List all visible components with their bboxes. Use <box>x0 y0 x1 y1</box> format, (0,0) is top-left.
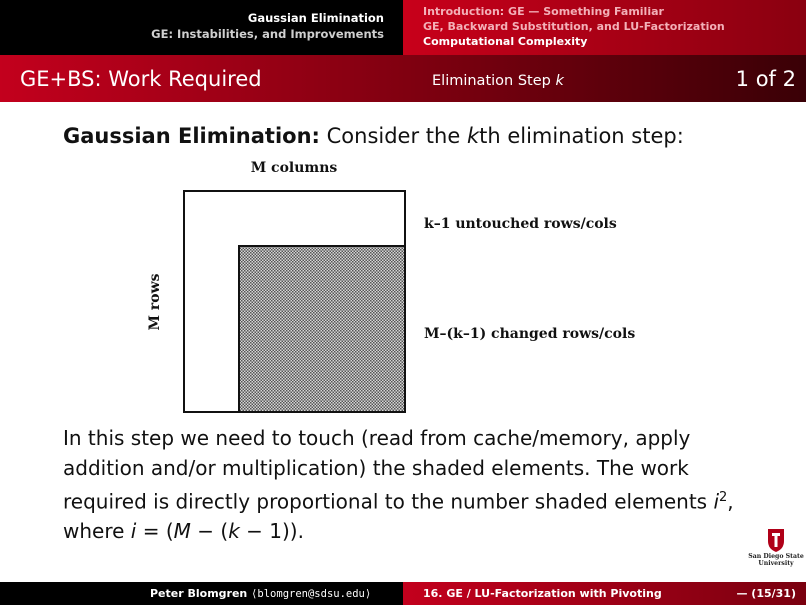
line4-text-d: − 1)). <box>239 519 304 544</box>
exponent: 2 <box>719 490 728 505</box>
frame-title: GE+BS: Work Required <box>20 67 262 91</box>
logo-line-2: University <box>758 560 794 567</box>
nav-item-computational-complexity[interactable]: Computational Complexity <box>423 35 588 48</box>
frame-subtitle <box>432 73 564 89</box>
paragraph-line: In this step we need to touch (read from cache/memory, apply <box>63 426 691 450</box>
nav-section-left <box>0 0 403 55</box>
frame-title-bar <box>0 55 806 102</box>
line4-text-b: = ( <box>136 519 174 544</box>
nav-subsection-title[interactable]: GE: Instabilities, and Improvements <box>151 27 384 41</box>
rows-label: M rows <box>147 273 163 331</box>
footer-right <box>403 582 806 605</box>
var-k: k <box>228 519 240 544</box>
university-crest-icon <box>748 527 804 553</box>
heading-text-before: Consider the <box>319 124 467 148</box>
columns-label: M columns <box>250 160 338 176</box>
paragraph-line <box>63 517 753 547</box>
line3-text: required is directly proportional to the number shaded elements <box>63 489 714 514</box>
explanation-paragraph <box>63 424 753 547</box>
footer-page-number: — (15/31) <box>736 587 796 600</box>
paragraph-line: addition and/or multiplication) the shaded elements. The work <box>63 455 689 480</box>
shaded-submatrix <box>239 246 405 412</box>
footer-bar <box>0 582 806 605</box>
var-i: i <box>713 489 720 514</box>
heading-bold: Gaussian Elimination: <box>63 124 320 148</box>
slide-heading <box>63 124 684 148</box>
frame-page-count: 1 of 2 <box>735 67 796 91</box>
author-name: Peter Blomgren <box>150 587 252 600</box>
top-navigation-bar <box>0 0 806 55</box>
heading-variable: k <box>466 124 480 148</box>
author-email: ⟨blomgren@sdsu.edu⟩ <box>251 588 372 600</box>
var-m: M <box>173 519 191 544</box>
untouched-label: k–1 untouched rows/cols <box>424 216 617 232</box>
line4-text-a: where <box>63 519 131 544</box>
heading-text-after: th elimination step: <box>479 124 684 148</box>
footer-author <box>150 587 371 600</box>
changed-label: M–(k–1) changed rows/cols <box>424 326 636 342</box>
university-logo <box>748 527 804 567</box>
elimination-diagram <box>130 150 690 420</box>
logo-line-1: San Diego State <box>748 553 804 560</box>
nav-item-backward-substitution[interactable]: GE, Backward Substitution, and LU-Factorization <box>423 20 725 33</box>
nav-section-right <box>403 0 806 55</box>
nav-item-introduction[interactable]: Introduction: GE — Something Familiar <box>423 5 664 18</box>
paragraph-line <box>63 483 753 517</box>
footer-talk-title: 16. GE / LU-Factorization with Pivoting <box>423 587 662 600</box>
nav-section-title[interactable]: Gaussian Elimination <box>247 11 384 25</box>
footer-left <box>0 582 403 605</box>
var-i: i <box>130 519 137 544</box>
subtitle-variable: k <box>555 73 564 89</box>
line4-text-c: − ( <box>190 519 229 544</box>
line3-comma: , <box>727 489 734 514</box>
subtitle-text: Elimination Step <box>432 73 556 89</box>
